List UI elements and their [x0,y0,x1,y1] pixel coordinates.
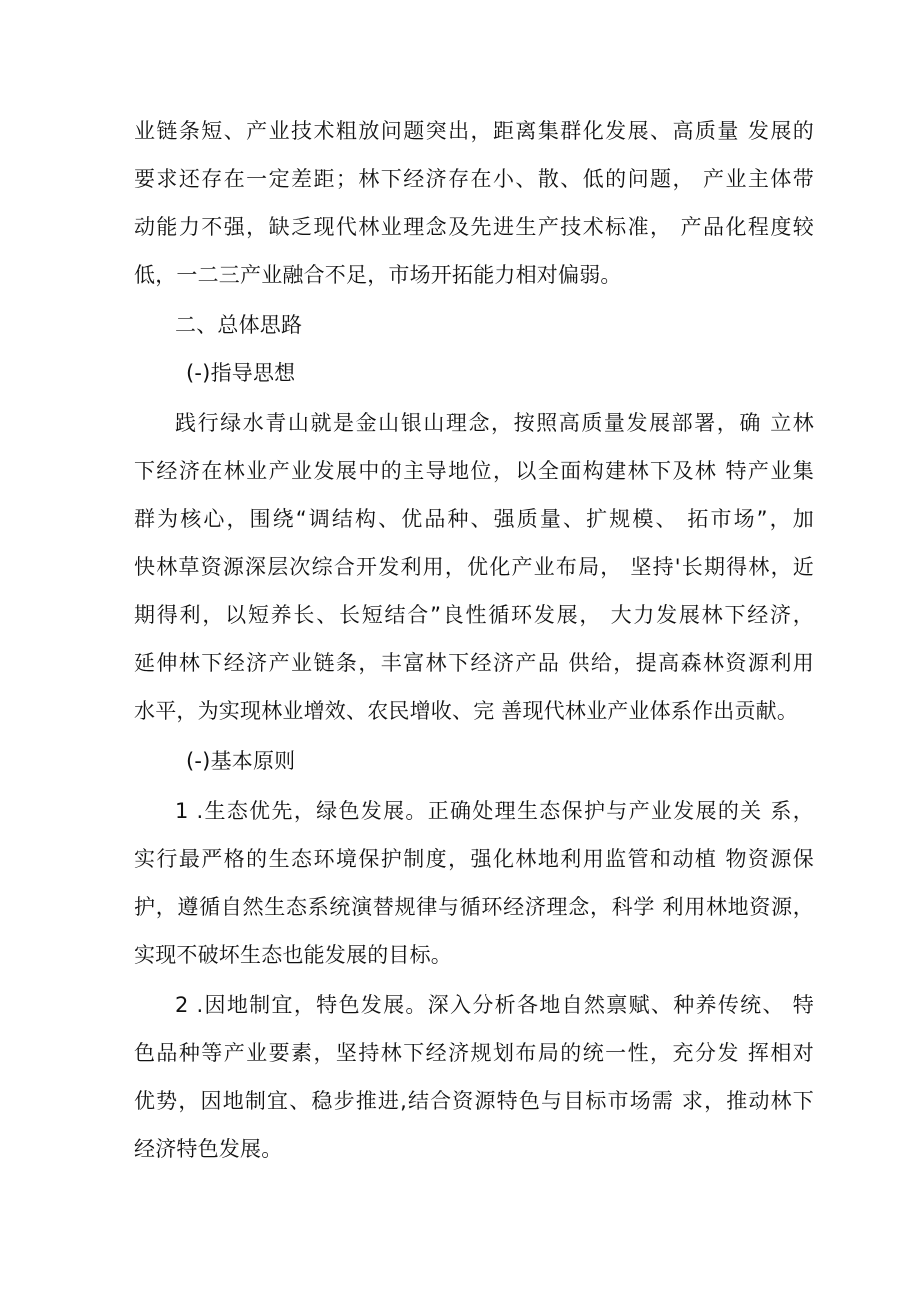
paragraph-line: 快林草资源深层次综合开发利用，优化产业布局， 坚持'长期得林，近 [134,555,814,579]
paragraph-line: 业链条短、产业技术粗放问题突出，距离集群化发展、高质量 发展的 [134,119,814,143]
paragraph-line: 要求还存在一定差距；林下经济存在小、散、低的问题， 产业主体带 [134,167,814,191]
paragraph-line: 动能力不强，缺乏现代林业理念及先进生产技术标准， 产品化程度较 [134,215,814,239]
paragraph-line: 延伸林下经济产业链条，丰富林下经济产品 供给，提高森林资源利用 [134,651,814,675]
paragraph-line: 低，一二三产业融合不足，市场开拓能力相对偏弱。 [134,263,622,287]
paragraph-line: 2 .因地制宜，特色发展。深入分析各地自然禀赋、种养传统、 特 [175,993,814,1017]
paragraph-line: 优势，因地制宜、稳步推进,结合资源特色与目标市场需 求，推动林下 [134,1089,814,1113]
paragraph-line: 护，遵循自然生态系统演替规律与循环经济理念，科学 利用林地资源， [134,895,814,919]
paragraph-line: 践行绿水青山就是金山银山理念，按照高质量发展部署，确 立林 [175,411,814,435]
paragraph-line: 期得利，以短养长、长短结合”良性循环发展， 大力发展林下经济， [134,603,814,627]
section-heading: 二、总体思路 [175,313,303,337]
subsection-heading: (-)指导思想 [186,361,296,385]
paragraph-line: 群为核心，围绕“调结构、优品种、强质量、扩规模、 拓市场”，加 [134,507,814,531]
paragraph-line: 经济特色发展。 [134,1137,283,1161]
paragraph-line: 实行最严格的生态环境保护制度，强化林地利用监管和动植 物资源保 [134,847,814,871]
paragraph-line: 水平，为实现林业增效、农民增收、完 善现代林业产业体系作出贡献。 [134,699,799,723]
paragraph-line: 色品种等产业要素，坚持林下经济规划布局的统一性，充分发 挥相对 [134,1041,814,1065]
paragraph-line: 1 .生态优先，绿色发展。正确处理生态保护与产业发展的关 系， [175,799,814,823]
paragraph-line: 实现不破坏生态也能发展的目标。 [134,943,452,967]
paragraph-line: 下经济在林业产业发展中的主导地位，以全面构建林下及林 特产业集 [134,459,814,483]
subsection-heading: (-)基本原则 [186,749,296,773]
